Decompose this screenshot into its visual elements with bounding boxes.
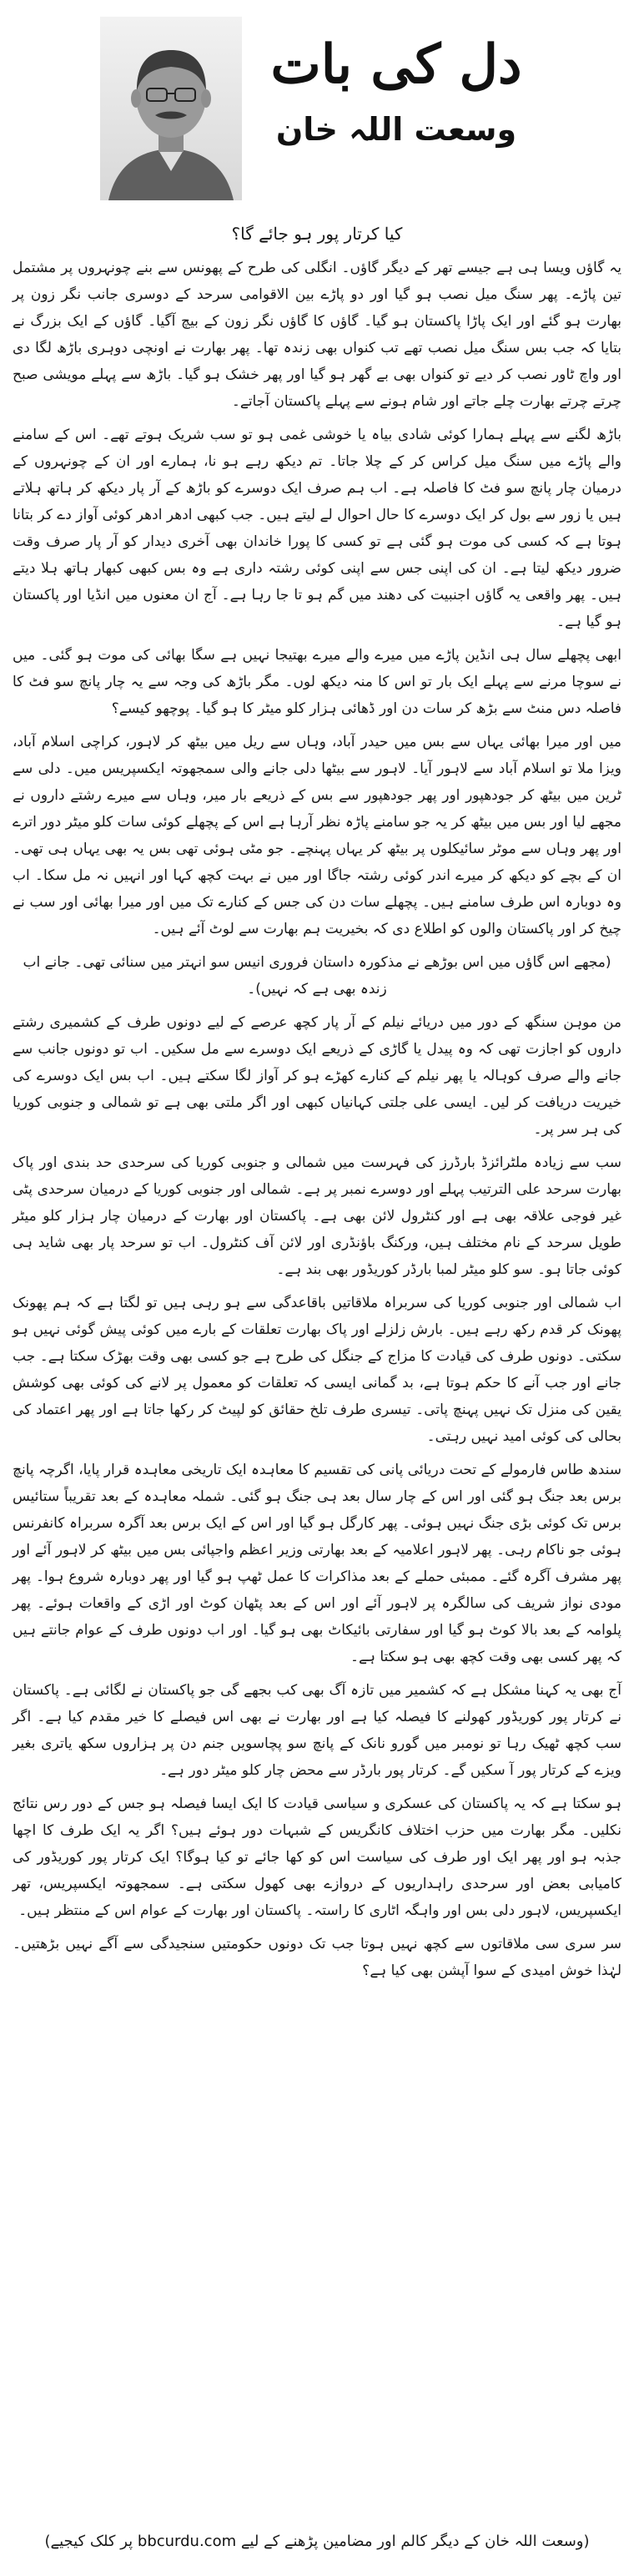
footer-text: (وسعت اللہ خان کے دیگر کالم اور مضامین پڑھنے کے لیے: [240, 2533, 590, 2550]
author-portrait: [100, 17, 242, 200]
author-name: وسعت اللہ خان: [275, 111, 517, 148]
footer-note: [33, 2529, 601, 2554]
column-title: دل کی بات: [270, 33, 522, 96]
paragraph: سب سے زیادہ ملٹرائزڈ بارڈرز کی فہرست میں شمالی و جنوبی کوریا کی سرحدی حد بندی اور پاک بھارت سرحد علی الترتیب پہلے اور دوسرے نمبر پر ہے۔ شمالی اور جنوبی کوریا کے درمیان سرحدی پٹی غیر فوجی علاقہ بھی ہے اور کنٹرول لائن بھی ہے۔ پاکستان اور بھارت کے درمیان چار ہزار کلو میٹر طویل سرحد کے نام مختلف ہیں، ورکنگ باؤنڈری اور لائن آف کنٹرول۔ اب تو سرحد پار بھی شاید ہی کوئی جاتا ہو۔ سو کلو میٹر لمبا بارڈر کوریڈور بھی بند ہے۔: [13, 1154, 621, 1278]
paragraph: من موہن سنگھ کے دور میں دریائے نیلم کے آر پار کچھ عرصے کے لیے دونوں طرف کے کشمیری رشتے داروں کو اجازت تھی کہ وہ پیدل یا گاڑی کے ذریعے ایک دوسرے سے مل سکیں۔ اب تو دونوں جانب سے جانے والے صرف کوہالہ یا پھر نیلم کے کنارے کھڑے ہو کر آواز لگا سکتے ہیں۔ اب بس ایک دوسرے کی خیریت دریافت کر لیں۔ ایسی علی جلتی کہانیاں کبھی اور اگر ملتی بھی ہے تو شمالی و جنوبی کوریا کی ہر سر پر۔: [13, 1014, 621, 1138]
article-headline: کیا کرتار پور ہو جائے گا؟: [231, 224, 403, 244]
paragraph: ہو سکتا ہے کہ یہ پاکستان کی عسکری و سیاسی قیادت کا ایک ایسا فیصلہ ہو جس کے دور رس نتائج نکلیں۔ مگر بھارت میں حزب اختلاف کانگریس کے شبہات دور ہوئے ہیں؟ اگر یہ ایک طرف کا اچھا جذبہ ہو اور پھر ایک اور طرف کی سیاست اس کو کھا جائے تو کیا ہوگا؟ ایک کرتار پور کوریڈور کی کامیابی بعض اور سرحدی راہداریوں کے دروازے بھی کھول سکتی ہے۔ سمجھوتہ ایکسپریس، تھر ایکسپریس، لاہور دلی بس اور واہگہ اٹاری کا راستہ۔ پاکستان اور بھارت کے عوام اس کے منتظر ہیں۔: [13, 1796, 621, 1919]
paragraph: یہ گاؤں ویسا ہی ہے جیسے تھر کے دیگر گاؤں۔ انگلی کی طرح کے پھونس سے بنے چونہروں پر مشتمل تین پاڑے۔ پھر سنگ میل نصب ہو گیا اور دو پاڑے بین الاقوامی سرحد کے دوسری جانب نگر زون پر بھارت ہو گئے اور ایک پاڑا پاکستان ہو گیا۔ گاؤں کا گاؤں نگر زون کے بیچ آگیا۔ گاؤں کے ایک بزرگ نے بتایا کہ جب بس سنگ میل نصب تھے تب کنواں بھی زندہ تھا۔ پھر بھارت نے اونچی دوہری باڑھ لگا دی اور واچ ٹاور نصب کر دیے تو کنواں بھی بے گھر ہو گیا اور پھر خشک ہو گیا۔ باڑھ سے پہلے مویشی صبح چرتے چرتے بھارت چلے جاتے اور شام ہونے سے پہلے پاکستان آجاتے۔: [13, 260, 621, 410]
paragraph: سندھ طاس فارمولے کے تحت دریائی پانی کی تقسیم کا معاہدہ ایک تاریخی معاہدہ قرار پایا، اگرچہ پانچ برس بعد جنگ ہو گئی اور اس کے چار سال بعد ہی جنگ ہو گئی۔ شملہ معاہدہ کے بعد تقریباً ستائیس برس تک کوئی بڑی جنگ نہیں ہوئی۔ پھر کارگل ہو گیا اور اس کے ایک برس بعد آگرہ سربراہ کانفرنس ہوئی جو ناکام رہی۔ پھر لاہور اعلامیہ کے بعد بھارتی وزیر اعظم واجپائی بس میں بیٹھ کر لاہور آئے اور پھر مشرف آگرہ گئے۔ ممبئی حملے کے بعد مذاکرات کا عمل ٹھپ ہو گیا اور پھر دوبارہ شروع ہوا۔ پھر مودی نواز شریف کی سالگرہ پر لاہور آئے اور اس کے بعد پٹھان کوٹ اور اڑی کے واقعات ہوئے۔ پھر پلوامہ کے بعد بالا کوٹ ہو گیا اور سفارتی بائیکاٹ بھی ہو گیا۔ اور اب دونوں طرف کے عوام جانتے ہیں کہ پھر کسی بھی وقت کچھ بھی ہو سکتا ہے۔: [13, 1462, 621, 1665]
column-header: [100, 17, 534, 217]
paragraph: اب شمالی اور جنوبی کوریا کی سربراہ ملاقاتیں باقاعدگی سے ہو رہی ہیں تو لگتا ہے کہ ہم پھونک پھونک کر قدم رکھ رہے ہیں۔ بارش زلزلے اور پاک بھارت تعلقات کے بارے میں کوئی پیش گوئی نہیں ہو سکتی۔ دونوں طرف کی قیادت کا مزاج کے جنگل کی طرح ہے جو کسی بھی وقت بھڑک سکتا ہے۔ جب جانے اور جب آنے کا حکم ہوتا ہے، بد گمانی ایسی کہ تعلقات کو معمول پر لانے کی کوئی بھی کوشش یقین کی منزل تک نہیں پہنچ پاتی۔ تیسری طرف تلخ حقائق کو لپیٹ کر رکھا جاتا ہے اور پھر اعتماد کی بحالی کی کوئی امید نہیں رہتی۔: [13, 1295, 621, 1445]
paragraph-note: (مجھے اس گاؤں میں اس بوڑھے نے مذکورہ داستان فروری انیس سو انہتر میں سنائی تھی۔ جانے اب زندہ بھی ہے کہ نہیں)۔: [23, 954, 611, 998]
paragraph: سر سری سی ملاقاتوں سے کچھ نہیں ہوتا جب تک دونوں حکومتیں سنجیدگی سے آگے نہیں بڑھتیں۔ لہٰذا خوش امیدی کے سوا آپشن بھی کیا ہے؟: [13, 1936, 621, 1979]
paragraph: میں اور میرا بھائی یہاں سے بس میں حیدر آباد، وہاں سے ریل میں بیٹھ کر لاہور، کراچی اسلام آباد، ویزا ملا تو اسلام آباد سے لاہور آیا۔ لاہور سے بیٹھا دلی جانے والی سمجھوتہ ایکسپریس میں۔ دلی سے ٹرین میں بیٹھ کر جودھپور اور پھر جودھپور سے بس کے ذریعے بار میر، وہاں سے میرے رشتے داروں نے مجھے لیا اور بس میں بیٹھ کر یہ جو سامنے پاڑہ نظر آرہا ہے اس کے پچھلے کوئی سات کلو میٹر دور اترے اور پھر وہاں سے موٹر سائیکلوں پر بیٹھ کر یہاں پہنچے۔ جو مٹی ہوئی تھی بس یہ بھی یہاں ہی تھی۔ ان کے بچے کو دیکھ کر میرے اندر کوئی رشتہ جاگا اور میں نے بہت کچھ کہا اور انہیں نہ مل سکا۔ اب وہ دوبارہ اس طرف سامنے ہیں۔ پچھلے سات دن کی جس کے کنارے تک میں اور میرا بھائی اور سب نے چیخ کر اور پاکستان والوں کو اطلاع دی کہ بخیریت ہم بھارت سے لوٹ آئے ہیں۔: [13, 734, 621, 937]
paragraph: باڑھ لگنے سے پہلے ہمارا کوئی شادی بیاہ یا خوشی غمی ہو تو سب شریک ہوتے تھے۔ اس کے سامنے والے پاڑے میں سنگ میل کراس کر کے چلا جاتا۔ تم دیکھ رہے ہو نا، ہمارے اور ان کے چونہروں کے درمیان چار پانچ سو فٹ کا فاصلہ ہے۔ اب ہم صرف ایک دوسرے کو باڑھ کے آر پار دیکھ کر ہاتھ ہلاتے ہیں یا زور سے بول کر ایک دوسرے کا حال احوال لے لیتے ہیں۔ جب کبھی ادھر ادھر کوئی آواز دے کر بتانا ہوتا ہے کہ کسی کی موت ہو گئی ہے تو کسی کا پورا خاندان بھی آخری دیدار کو آر پار صرف وقت ضرور دیکھ لیتا ہے۔ ان کی اپنی جس سے اپنی کوئی رشتہ داری ہے وہ بس کبھی کبھار ہاتھ ہلا دیتے ہیں۔ پھر واقعی یہ گاؤں اجنبیت کی دھند میں گم ہو تا جا رہا ہے۔ آج ان معنوں میں انڈیا اور پاکستان ہو گیا ہے۔: [13, 427, 621, 630]
paragraph: ابھی پچھلے سال ہی انڈین پاڑے میں میرے والے میرے بھتیجا نہیں ہے سگا بھائی کی موت ہو گئی۔ میں نے سوچا مرنے سے پہلے ایک بار تو اس کا منہ دیکھ لوں۔ مگر باڑھ کی وجہ سے یہ چار پانچ سو فٹ کا فاصلہ دس منٹ سے بڑھ کر سات دن اور ڈھائی ہزار کلو میٹر کا ہو گیا۔ پوچھو کیسے؟: [13, 647, 621, 717]
paragraph: آج بھی یہ کہنا مشکل ہے کہ کشمیر میں تازہ آگ بھی کب بجھے گی جو پاکستان نے لگائی ہے۔ پاکستان نے کرتار پور کوریڈور کھولنے کا فیصلہ کیا ہے اور بھارت نے بھی اس فیصلے کا خیر مقدم کیا ہے۔ اگر سب کچھ ٹھیک رہا تو نومبر میں گورو نانک کے پانچ سو پچاسویں جنم دن پر ہزاروں سکھ یاتری بغیر ویزے کے کرتار پور آ سکیں گے۔ کرتار پور بارڈر سے محض چار کلو میٹر دور ہے۔: [13, 1682, 621, 1779]
footer-tail: پر کلک کیجیے): [44, 2533, 133, 2550]
bbcurdu-link[interactable]: bbcurdu.com: [137, 2533, 237, 2550]
article-body: [13, 255, 621, 1991]
